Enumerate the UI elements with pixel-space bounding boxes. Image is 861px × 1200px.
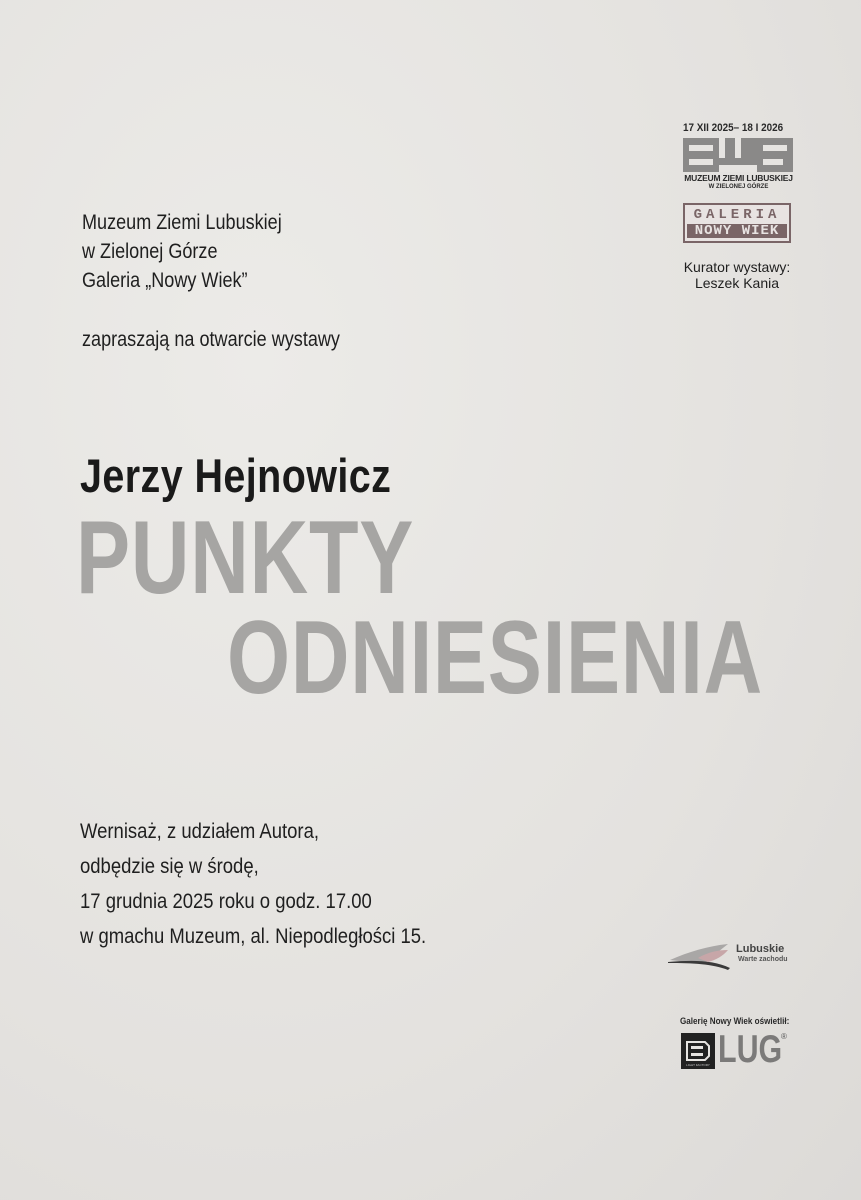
host-line: w Zielonej Górze <box>82 240 218 263</box>
exhibition-dates: 17 XII 2025– 18 I 2026 <box>683 122 784 134</box>
lighting-sponsor-label: Galerię Nowy Wiek oświetlił: <box>680 1016 790 1026</box>
lug-logo-icon <box>681 1033 715 1069</box>
gallery-logo-line-2: NOWY WIEK <box>687 224 787 238</box>
lubuskie-name: Lubuskie <box>736 943 785 955</box>
gallery-logo <box>683 203 791 243</box>
exhibition-title-line-2: ODNIESIENIA <box>227 600 763 716</box>
museum-logo-subtitle: W ZIELONEJ GÓRZE <box>708 184 769 190</box>
museum-logo <box>683 138 793 172</box>
vernissage-line: odbędzie się w środę, <box>80 855 259 878</box>
vernissage-details <box>80 814 426 954</box>
artist-name: Jerzy Hejnowicz <box>80 449 392 502</box>
vernissage-line: 17 grudnia 2025 roku o godz. 17.00 <box>80 890 372 913</box>
invitation-text: zapraszają na otwarcie wystawy <box>82 328 340 351</box>
curator-name: Leszek Kania <box>694 275 780 291</box>
lubuskie-slogan: Warte zachodu <box>738 956 788 963</box>
exhibition-title-line-1: PUNKTY <box>76 500 415 616</box>
host-institutions <box>82 208 426 295</box>
vernissage-line: Wernisaż, z udziałem Autora, <box>80 820 319 843</box>
museum-logo-name: MUZEUM ZIEMI LUBUSKIEJ <box>684 173 793 183</box>
registered-mark: ® <box>781 1032 787 1041</box>
curator-credit <box>665 259 809 291</box>
host-line: Muzeum Ziemi Lubuskiej <box>82 211 282 234</box>
host-line: Galeria „Nowy Wiek” <box>82 269 248 292</box>
vernissage-line: w gmachu Muzeum, al. Niepodległości 15. <box>80 925 427 948</box>
lug-icon-caption: LIGHT FACTORY <box>686 1063 710 1067</box>
gallery-logo-line-1: GALERIA <box>693 207 781 223</box>
curator-label: Kurator wystawy: <box>683 259 791 275</box>
lug-logo-text: LUG <box>718 1028 783 1071</box>
